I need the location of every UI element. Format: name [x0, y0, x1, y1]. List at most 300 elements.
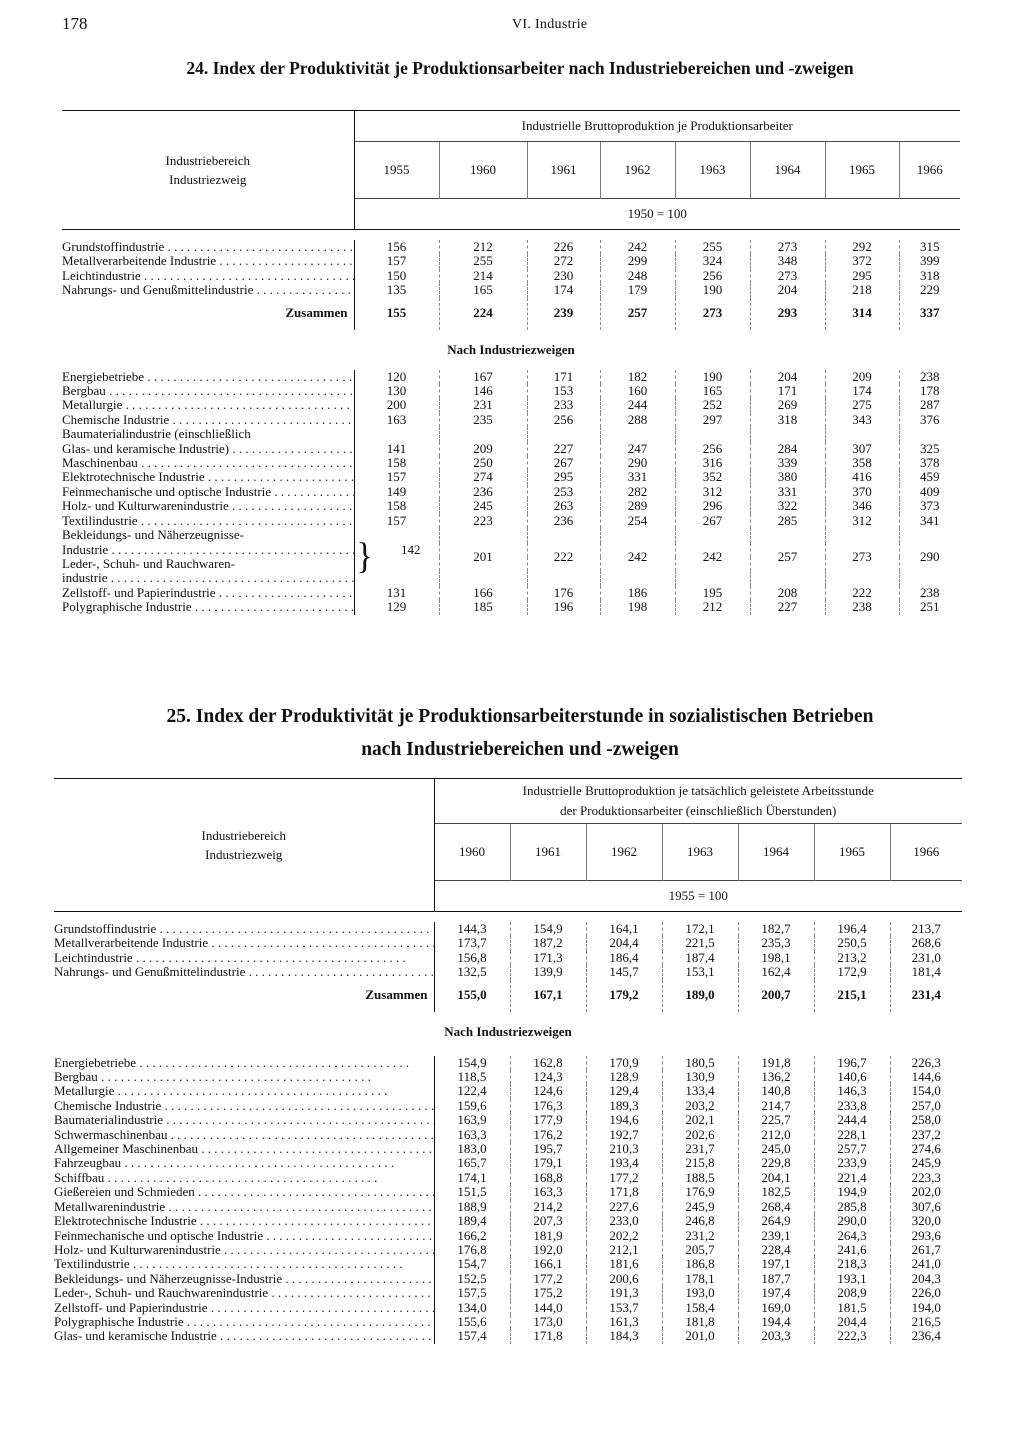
cell-value: 290,0 — [814, 1214, 890, 1228]
cell-value: 214,2 — [510, 1200, 586, 1214]
row-label: Holz- und Kulturwarenindustrie . . . — [54, 1243, 434, 1257]
brace-icon: } — [356, 536, 373, 577]
cell-value: 218,3 — [814, 1257, 890, 1271]
cell-value: 318 — [750, 413, 825, 427]
row-label: Glas- und keramische Industrie . . . — [54, 1329, 434, 1343]
cell-value: 269 — [750, 398, 825, 412]
cell-value: 224 — [439, 298, 527, 330]
cell-value: 194,4 — [738, 1315, 814, 1329]
cell-value: 264,9 — [738, 1214, 814, 1228]
row-label: Chemische Industrie . . . — [62, 413, 354, 427]
cell-value: 222 — [825, 586, 899, 600]
cell-value: 165 — [439, 283, 527, 297]
cell-value: 168,8 — [510, 1171, 586, 1185]
cell-value — [675, 427, 750, 441]
table-row — [54, 1156, 962, 1170]
total-row — [62, 298, 960, 330]
cell-value: 264,3 — [814, 1229, 890, 1243]
cell-value: 231,2 — [662, 1229, 738, 1243]
table-row — [62, 413, 960, 427]
cell-value: 318 — [899, 269, 960, 283]
cell-value: 191,3 — [586, 1286, 662, 1300]
cell-value: 187,7 — [738, 1272, 814, 1286]
cell-value: 118,5 — [434, 1070, 510, 1084]
cell-value: 233,9 — [814, 1156, 890, 1170]
cell-value: 171,8 — [586, 1185, 662, 1199]
cell-value: 322 — [750, 499, 825, 513]
cell-value: 180,5 — [662, 1056, 738, 1070]
cell-value: 372 — [825, 254, 899, 268]
row-label: Textilindustrie . . . — [62, 514, 354, 528]
cell-value: 188,9 — [434, 1200, 510, 1214]
table-row — [62, 254, 960, 268]
cell-value: 245,9 — [890, 1156, 962, 1170]
row-label: Feinmechanische und optische Industrie . . . — [54, 1229, 434, 1243]
cell-value: 248 — [600, 269, 675, 283]
row-label: Metallurgie . . . — [62, 398, 354, 412]
cell-value: 140,6 — [814, 1070, 890, 1084]
table-row — [54, 922, 962, 936]
cell-value: 129 — [354, 600, 439, 614]
cell-value: 222 — [527, 528, 600, 586]
cell-value: 174 — [527, 283, 600, 297]
cell-value: 221,5 — [662, 936, 738, 950]
cell-value: 178,1 — [662, 1272, 738, 1286]
row-label: Metallurgie . . . — [54, 1084, 434, 1098]
cell-value: 135 — [354, 283, 439, 297]
cell-value: 154,7 — [434, 1257, 510, 1271]
cell-value: 290 — [600, 456, 675, 470]
cell-value: 163,9 — [434, 1113, 510, 1127]
cell-value: 166 — [439, 586, 527, 600]
cell-value: 202,1 — [662, 1113, 738, 1127]
cell-value: 174 — [825, 384, 899, 398]
row-label: Fahrzeugbau . . . — [54, 1156, 434, 1170]
cell-value: 244 — [600, 398, 675, 412]
cell-value: 176,8 — [434, 1243, 510, 1257]
cell-value: 229 — [899, 283, 960, 297]
table-row — [54, 1084, 962, 1098]
cell-value: 295 — [527, 470, 600, 484]
cell-value: 172,1 — [662, 922, 738, 936]
cell-value: 226 — [527, 240, 600, 254]
cell-value: 209 — [825, 370, 899, 384]
cell-value: 193,1 — [814, 1272, 890, 1286]
cell-value: 416 — [825, 470, 899, 484]
row-label: Industrie . . . — [62, 543, 354, 557]
base-year-label: 1950 = 100 — [354, 199, 960, 230]
cell-value: 203,3 — [738, 1329, 814, 1343]
cell-value: 273 — [675, 298, 750, 330]
cell-value: 253 — [527, 485, 600, 499]
cell-value: 242 — [600, 240, 675, 254]
cell-value: 196,7 — [814, 1056, 890, 1070]
section-label: Nach Industriezweigen — [444, 1023, 572, 1039]
group-header: Industrielle Bruttoproduktion je Produktionsarbeiter — [354, 111, 960, 142]
cell-value: 258,0 — [890, 1113, 962, 1127]
cell-value: 346 — [825, 499, 899, 513]
cell-value: 177,2 — [586, 1171, 662, 1185]
cell-value: 193,4 — [586, 1156, 662, 1170]
table-row — [54, 1329, 962, 1343]
cell-value: 176,2 — [510, 1128, 586, 1142]
row-label: Metallverarbeitende Industrie . . . — [62, 254, 354, 268]
cell-value: 212,1 — [586, 1243, 662, 1257]
cell-value: 324 — [675, 254, 750, 268]
cell-value: 216,5 — [890, 1315, 962, 1329]
stub-header-line1: Industriebereich — [165, 153, 250, 168]
table-row — [62, 283, 960, 297]
row-label: Leder-, Schuh- und Rauchwaren- — [62, 556, 236, 571]
cell-value: 226,0 — [890, 1286, 962, 1300]
cell-value: 203,2 — [662, 1099, 738, 1113]
cell-value: 144,0 — [510, 1301, 586, 1315]
row-label: Bergbau . . . — [54, 1070, 434, 1084]
cell-value: 292 — [825, 240, 899, 254]
cell-value: 176,3 — [510, 1099, 586, 1113]
cell-value: 252 — [675, 398, 750, 412]
row-label: Metallverarbeitende Industrie . . . — [54, 936, 434, 950]
cell-value: 227 — [750, 600, 825, 614]
cell-value: 189,3 — [586, 1099, 662, 1113]
cell-value: 218 — [825, 283, 899, 297]
cell-value: 293 — [750, 298, 825, 330]
cell-value: 238 — [899, 586, 960, 600]
cell-value: 238 — [899, 370, 960, 384]
cell-value: 222,3 — [814, 1329, 890, 1343]
stub-header-line2: Industriezweig — [205, 847, 283, 862]
cell-value: 197,4 — [738, 1286, 814, 1300]
cell-value: 193,0 — [662, 1286, 738, 1300]
cell-value: 202,2 — [586, 1229, 662, 1243]
cell-value: 212 — [675, 600, 750, 614]
table-row — [62, 427, 960, 441]
cell-value: 154,0 — [890, 1084, 962, 1098]
cell-value — [354, 528, 439, 586]
cell-value: 201 — [439, 528, 527, 586]
cell-value: 154,9 — [434, 1056, 510, 1070]
cell-value: 316 — [675, 456, 750, 470]
cell-value: 251 — [899, 600, 960, 614]
cell-value: 160 — [600, 384, 675, 398]
cell-value: 164,1 — [586, 922, 662, 936]
cell-value: 202,0 — [890, 1185, 962, 1199]
year-header: 1960 — [439, 142, 527, 199]
year-header: 1965 — [825, 142, 899, 199]
table-row — [62, 514, 960, 528]
cell-value: 307,6 — [890, 1200, 962, 1214]
cell-value: 378 — [899, 456, 960, 470]
cell-value: 208 — [750, 586, 825, 600]
group-header-line1: Industrielle Bruttoproduktion je tatsächlich geleistete Arbeitsstunde — [522, 783, 874, 798]
cell-value: 173,7 — [434, 936, 510, 950]
cell-value: 285,8 — [814, 1200, 890, 1214]
cell-value: 165 — [675, 384, 750, 398]
table-row — [54, 1142, 962, 1156]
table-row — [62, 240, 960, 254]
cell-value: 273 — [825, 528, 899, 586]
cell-value: 233,8 — [814, 1099, 890, 1113]
cell-value: 163,3 — [510, 1185, 586, 1199]
cell-value: 231,7 — [662, 1142, 738, 1156]
cell-value: 257,0 — [890, 1099, 962, 1113]
year-header: 1964 — [738, 824, 814, 881]
row-label: Grundstoffindustrie . . . — [54, 922, 434, 936]
cell-value: 175,2 — [510, 1286, 586, 1300]
row-label: Zellstoff- und Papierindustrie . . . — [54, 1301, 434, 1315]
cell-value: 296 — [675, 499, 750, 513]
table-row — [54, 1214, 962, 1228]
cell-value: 273 — [750, 269, 825, 283]
cell-value: 157 — [354, 514, 439, 528]
cell-value: 154,9 — [510, 922, 586, 936]
cell-value: 167 — [439, 370, 527, 384]
cell-value — [825, 427, 899, 441]
cell-value: 122,4 — [434, 1084, 510, 1098]
cell-value: 162,4 — [738, 965, 814, 979]
table-row — [54, 1301, 962, 1315]
cell-value: 325 — [899, 442, 960, 456]
cell-value: 187,4 — [662, 951, 738, 965]
cell-value: 158,4 — [662, 1301, 738, 1315]
table-25-title-line2: nach Industriebereichen und -zweigen — [361, 739, 679, 760]
cell-value: 159,6 — [434, 1099, 510, 1113]
year-header: 1966 — [899, 142, 960, 199]
stub-header-line2: Industriezweig — [169, 172, 247, 187]
table-25-title-line1: 25. Index der Produktivität je Produktionsarbeiterstunde in sozialistischen Betrieben — [166, 706, 874, 727]
cell-value: 315 — [899, 240, 960, 254]
cell-value: 261,7 — [890, 1243, 962, 1257]
cell-value: 213,7 — [890, 922, 962, 936]
cell-value: 295 — [825, 269, 899, 283]
cell-value: 204 — [750, 283, 825, 297]
cell-value: 157,4 — [434, 1329, 510, 1343]
cell-value: 146,3 — [814, 1084, 890, 1098]
cell-value: 176 — [527, 586, 600, 600]
table-row — [54, 1315, 962, 1329]
year-header: 1960 — [434, 824, 510, 881]
cell-value: 189,4 — [434, 1214, 510, 1228]
cell-value: 156 — [354, 240, 439, 254]
cell-value: 376 — [899, 413, 960, 427]
cell-value: 241,0 — [890, 1257, 962, 1271]
cell-value: 188,5 — [662, 1171, 738, 1185]
cell-value: 195 — [675, 586, 750, 600]
row-label: industrie . . . — [62, 571, 354, 585]
cell-value: 370 — [825, 485, 899, 499]
cell-value: 129,4 — [586, 1084, 662, 1098]
cell-value: 204,4 — [586, 936, 662, 950]
cell-value: 146 — [439, 384, 527, 398]
section-row — [54, 1012, 962, 1052]
row-label: Schwermaschinenbau . . . — [54, 1128, 434, 1142]
cell-value: 207,3 — [510, 1214, 586, 1228]
cell-value: 268,6 — [890, 936, 962, 950]
cell-value: 399 — [899, 254, 960, 268]
cell-value: 133,4 — [662, 1084, 738, 1098]
stub-header — [54, 779, 434, 912]
cell-value: 287 — [899, 398, 960, 412]
cell-value: 236 — [527, 514, 600, 528]
year-header: 1963 — [662, 824, 738, 881]
row-label: Nahrungs- und Genußmittelindustrie . . . — [62, 283, 354, 297]
cell-value: 190 — [675, 370, 750, 384]
cell-value: 288 — [600, 413, 675, 427]
cell-value: 235 — [439, 413, 527, 427]
table-24-body — [62, 240, 960, 615]
table-row — [62, 586, 960, 600]
table-25 — [54, 778, 962, 1344]
year-header: 1955 — [354, 142, 439, 199]
table-row — [54, 1229, 962, 1243]
cell-value: 263 — [527, 499, 600, 513]
row-label: Zellstoff- und Papierindustrie . . . — [62, 586, 354, 600]
table-row — [62, 456, 960, 470]
cell-value: 172,9 — [814, 965, 890, 979]
table-row — [54, 951, 962, 965]
cell-value: 204,1 — [738, 1171, 814, 1185]
year-header: 1965 — [814, 824, 890, 881]
cell-value: 124,3 — [510, 1070, 586, 1084]
cell-value: 236 — [439, 485, 527, 499]
cell-value: 194,6 — [586, 1113, 662, 1127]
cell-value: 227,6 — [586, 1200, 662, 1214]
page-number: 178 — [62, 14, 88, 33]
cell-value: 163 — [354, 413, 439, 427]
cell-value: 144,6 — [890, 1070, 962, 1084]
cell-value: 267 — [527, 456, 600, 470]
cell-value: 235,3 — [738, 936, 814, 950]
cell-value — [899, 427, 960, 441]
cell-value: 250 — [439, 456, 527, 470]
cell-value: 176,9 — [662, 1185, 738, 1199]
cell-value: 228,4 — [738, 1243, 814, 1257]
cell-value: 200 — [354, 398, 439, 412]
cell-value: 181,8 — [662, 1315, 738, 1329]
row-label: Leder-, Schuh- und Rauchwarenindustrie . . . — [54, 1286, 434, 1300]
table-row — [62, 398, 960, 412]
cell-value: 149 — [354, 485, 439, 499]
cell-value: 214,7 — [738, 1099, 814, 1113]
cell-value: 274,6 — [890, 1142, 962, 1156]
cell-value: 210,3 — [586, 1142, 662, 1156]
cell-value: 341 — [899, 514, 960, 528]
row-label: Baumaterialindustrie (einschließlich — [62, 427, 251, 442]
cell-value: 177,2 — [510, 1272, 586, 1286]
cell-value: 197,1 — [738, 1257, 814, 1271]
cell-value: 155,0 — [434, 980, 510, 1012]
cell-value: 290 — [899, 528, 960, 586]
table-25-body — [54, 922, 962, 1344]
year-header: 1962 — [600, 142, 675, 199]
cell-value: 185 — [439, 600, 527, 614]
cell-value: 196,4 — [814, 922, 890, 936]
cell-value: 320,0 — [890, 1214, 962, 1228]
row-label: Zusammen — [365, 987, 428, 1003]
cell-value: 192,7 — [586, 1128, 662, 1142]
cell-value — [354, 427, 439, 441]
year-header: 1966 — [890, 824, 962, 881]
cell-value: 181,4 — [890, 965, 962, 979]
cell-value: 255 — [675, 240, 750, 254]
cell-value: 409 — [899, 485, 960, 499]
year-header: 1963 — [675, 142, 750, 199]
row-label: Feinmechanische und optische Industrie . . . — [62, 485, 354, 499]
row-label: Elektrotechnische Industrie . . . — [62, 470, 354, 484]
cell-value: 131 — [354, 586, 439, 600]
table-row — [62, 370, 960, 384]
cell-value: 213,2 — [814, 951, 890, 965]
cell-value: 196 — [527, 600, 600, 614]
cell-value: 223 — [439, 514, 527, 528]
cell-value: 173,0 — [510, 1315, 586, 1329]
cell-value: 337 — [899, 298, 960, 330]
row-label: Maschinenbau . . . — [62, 456, 354, 470]
total-row — [54, 980, 962, 1012]
cell-value: 254 — [600, 514, 675, 528]
cell-value: 209 — [439, 442, 527, 456]
cell-value: 273 — [750, 240, 825, 254]
cell-value: 156,8 — [434, 951, 510, 965]
table-row — [54, 1243, 962, 1257]
cell-value: 331 — [600, 470, 675, 484]
cell-value: 208,9 — [814, 1286, 890, 1300]
cell-value: 144,3 — [434, 922, 510, 936]
table-row — [54, 1257, 962, 1271]
cell-value: 250,5 — [814, 936, 890, 950]
cell-value: 171 — [750, 384, 825, 398]
cell-value: 297 — [675, 413, 750, 427]
row-label: Energiebetriebe . . . — [54, 1056, 434, 1070]
cell-value — [527, 427, 600, 441]
cell-value: 246,8 — [662, 1214, 738, 1228]
table-24 — [62, 110, 960, 615]
base-year-label: 1955 = 100 — [434, 881, 962, 912]
cell-value: 165,7 — [434, 1156, 510, 1170]
cell-value: 274 — [439, 470, 527, 484]
table-row — [62, 470, 960, 484]
cell-value: 158 — [354, 456, 439, 470]
cell-value — [600, 427, 675, 441]
table-row — [54, 1272, 962, 1286]
row-label: Allgemeiner Maschinenbau . . . — [54, 1142, 434, 1156]
cell-value: 134,0 — [434, 1301, 510, 1315]
row-label: Polygraphische Industrie . . . — [54, 1315, 434, 1329]
cell-value: 187,2 — [510, 936, 586, 950]
cell-value: 182,5 — [738, 1185, 814, 1199]
cell-value: 190 — [675, 283, 750, 297]
cell-value: 195,7 — [510, 1142, 586, 1156]
cell-value: 169,0 — [738, 1301, 814, 1315]
cell-value — [439, 427, 527, 441]
cell-value: 151,5 — [434, 1185, 510, 1199]
cell-value: 312 — [675, 485, 750, 499]
cell-value: 145,7 — [586, 965, 662, 979]
cell-value: 194,0 — [890, 1301, 962, 1315]
row-label: Leichtindustrie . . . — [54, 951, 434, 965]
table-row — [54, 965, 962, 979]
cell-value: 244,4 — [814, 1113, 890, 1127]
cell-value: 128,9 — [586, 1070, 662, 1084]
cell-value: 257 — [750, 528, 825, 586]
table-row — [54, 1171, 962, 1185]
cell-value: 202,6 — [662, 1128, 738, 1142]
cell-value: 140,8 — [738, 1084, 814, 1098]
year-header: 1961 — [510, 824, 586, 881]
row-label: Elektrotechnische Industrie . . . — [54, 1214, 434, 1228]
cell-value: 130 — [354, 384, 439, 398]
cell-value: 257,7 — [814, 1142, 890, 1156]
